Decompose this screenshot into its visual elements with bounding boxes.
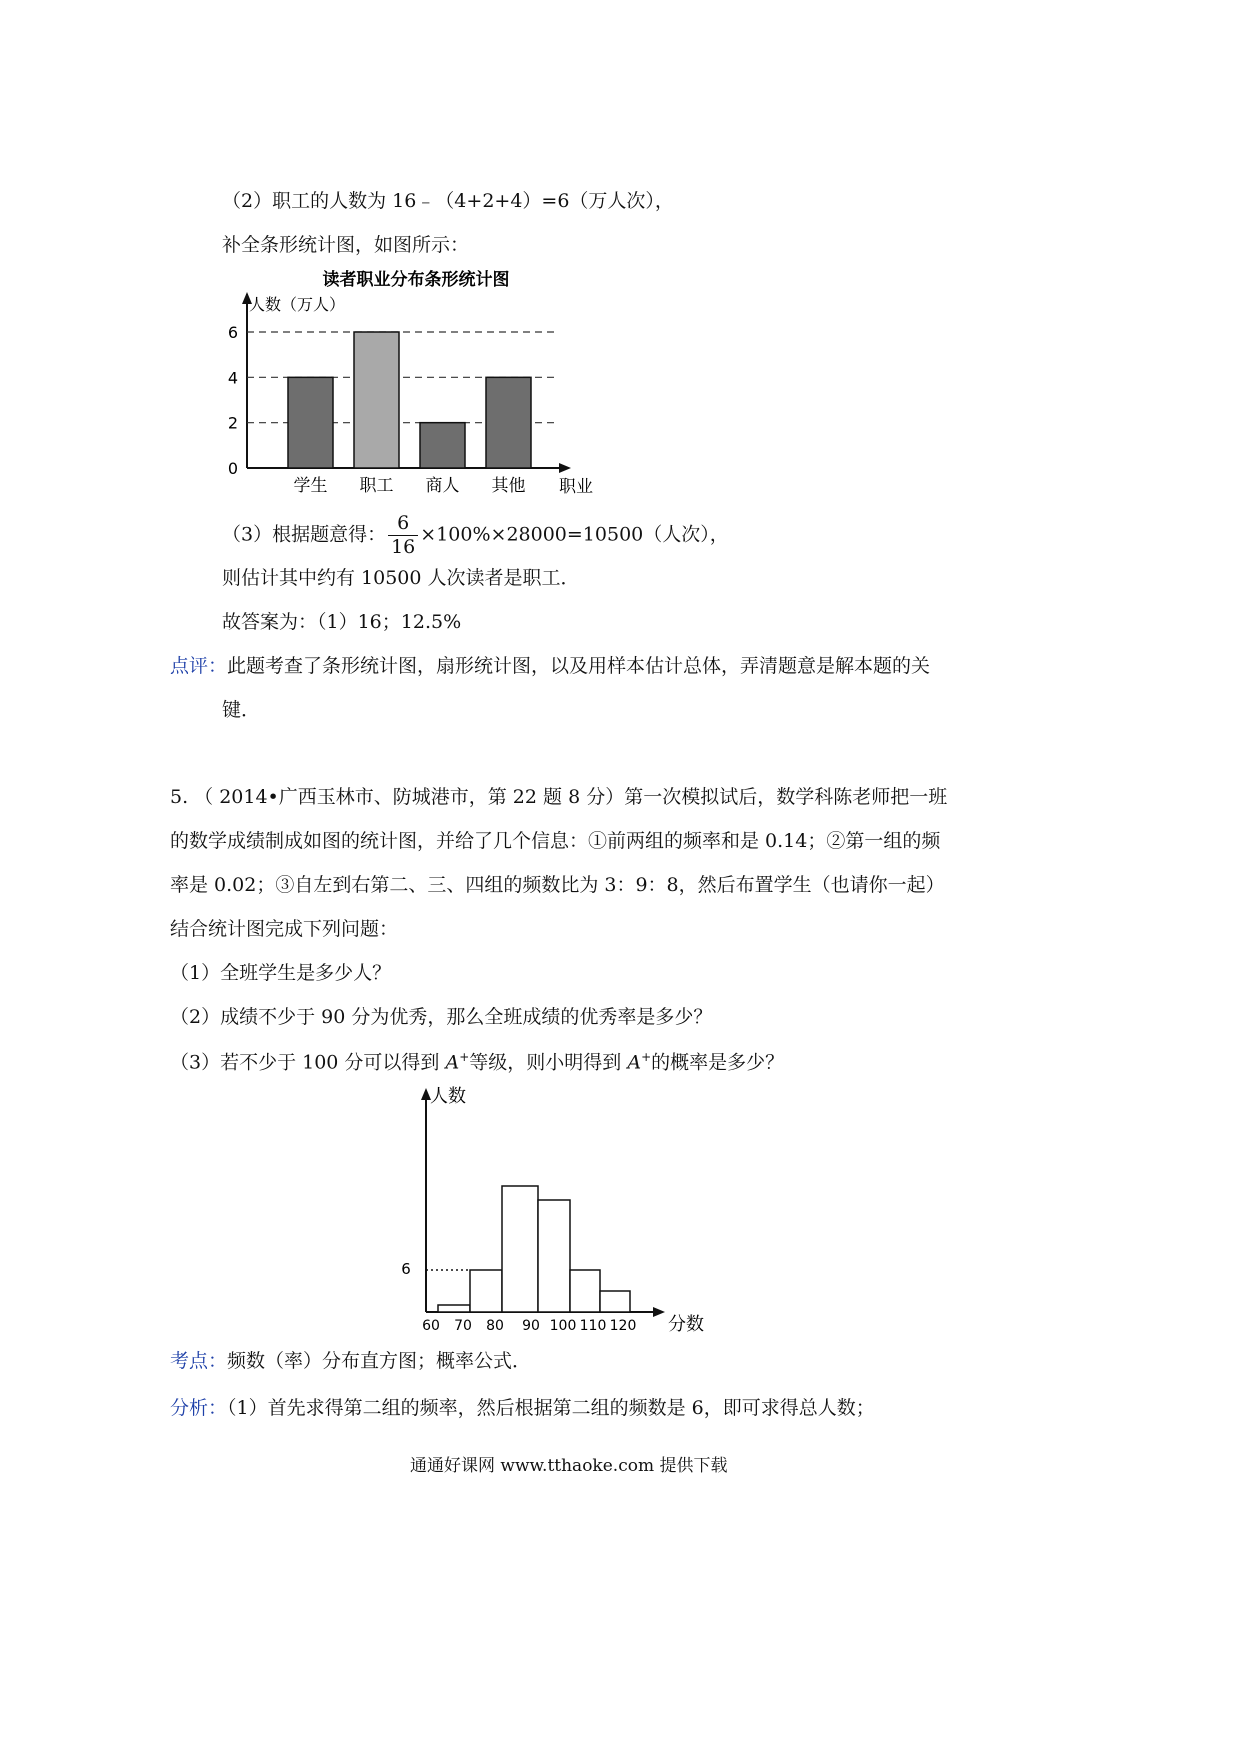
chart2-bar-110-120 — [600, 1291, 630, 1312]
chart1-category-1: 学生 — [293, 476, 328, 496]
chart1-ytick-2: 2 — [227, 413, 239, 433]
chart1-x-arrow — [559, 463, 571, 473]
chart1-category-3: 商人 — [425, 476, 460, 496]
chart2-xtick-90: 90 — [522, 1318, 540, 1334]
analysis-text: （1）首先求得第二组的频率，然后根据第二组的频数是 6，即可求得总人数； — [227, 1397, 875, 1419]
chart2-bar-90-100 — [538, 1200, 570, 1312]
chart2-xtick-120: 120 — [609, 1318, 637, 1334]
chart1-bar-2 — [354, 332, 399, 468]
question-5-line-4: 结合统计图完成下列问题： — [170, 918, 399, 940]
comment-text: 此题考查了条形统计图，扇形统计图，以及用样本估计总体，弄清题意是解本题的关 — [227, 655, 931, 677]
chart1-category-2: 职工 — [359, 476, 394, 496]
grade-plus: + — [459, 1050, 470, 1064]
chart2-bar-100-110 — [570, 1270, 600, 1312]
solution-line-3 — [222, 514, 729, 557]
chart2-bar-80-90 — [502, 1186, 538, 1312]
kp-text: 频数（率）分布直方图；概率公式． — [227, 1350, 532, 1372]
question-5-part-2: （2）成绩不少于 90 分为优秀，那么全班成绩的优秀率是多少？ — [170, 1006, 713, 1028]
chart2-xtick-110: 110 — [579, 1318, 607, 1334]
grade-plus-2: + — [641, 1050, 652, 1064]
chart2-bar-60-70 — [438, 1305, 470, 1312]
occupation-bar-chart — [215, 262, 615, 498]
chart1-xlabel: 职业 — [559, 477, 593, 497]
chart1-bar-1 — [288, 377, 333, 468]
answer-line: 故答案为：（1）16；12.5% — [222, 611, 462, 633]
analysis-label: 分析： — [170, 1397, 228, 1419]
question-5-line-3: 率是 0.02；③自左到右第二、三、四组的频数比为 3：9：8，然后布置学生（也请你一起） — [170, 874, 945, 896]
sol3-suffix: ×100%×28000=10500（人次）， — [420, 523, 729, 546]
part3-text-a: （3）若不少于 100 分可以得到 — [170, 1051, 446, 1074]
comment-continuation: 键． — [222, 699, 261, 721]
part3-text-c: 的概率是多少？ — [651, 1051, 785, 1074]
knowledge-point-line — [170, 1350, 531, 1373]
analysis-line — [170, 1397, 875, 1420]
solution-estimate: 则估计其中约有 10500 人次读者是职工． — [222, 567, 580, 589]
question-5-line-1: 5. （ 2014•广西玉林市、防城港市，第 22 题 8 分）第一次模拟试后，数学科陈老师把一班 — [170, 786, 948, 808]
solution-line-fill-chart: 补全条形统计图，如图所示： — [222, 234, 470, 256]
part3-text-b: 等级，则小明得到 — [469, 1051, 628, 1074]
chart1-ytick-4: 4 — [227, 368, 239, 388]
grade-A-2: A — [627, 1051, 642, 1074]
chart2-xtick-60: 60 — [422, 1318, 440, 1334]
chart1-ylabel: 人数（万人） — [249, 295, 346, 314]
fraction — [388, 514, 418, 557]
question-5-line-2: 的数学成绩制成如图的统计图，并给了几个信息：①前两组的频率和是 0.14；②第一组的频 — [170, 830, 941, 852]
solution-line-2: （2）职工的人数为 16﹣（4+2+4）=6（万人次）， — [222, 190, 674, 212]
question-5-part-1: （1）全班学生是多少人？ — [170, 962, 392, 984]
grade-A: A — [445, 1051, 460, 1074]
sol3-prefix: （3）根据题意得： — [222, 523, 387, 546]
chart2-xtick-100: 100 — [549, 1318, 577, 1334]
chart2-xlabel: 分数 — [668, 1314, 704, 1335]
chart2-x-arrow — [653, 1307, 665, 1317]
chart1-ytick-6: 6 — [227, 323, 239, 342]
chart2-ylabel: 人数 — [430, 1086, 466, 1107]
chart2-ytick-6: 6 — [401, 1260, 411, 1278]
chart1-ytick-0: 0 — [227, 459, 239, 478]
chart1-bar-4 — [486, 377, 531, 468]
chart2-xtick-70: 70 — [454, 1318, 472, 1334]
chart1-title: 读者职业分布条形统计图 — [322, 270, 510, 290]
fraction-denominator: 16 — [391, 536, 416, 558]
page-footer: 通通好课网 www.tthaoke.com 提供下载 — [410, 1456, 728, 1476]
chart1-bar-3 — [420, 423, 465, 468]
chart2-xtick-80: 80 — [486, 1318, 504, 1334]
chart2-bar-70-80 — [470, 1270, 502, 1312]
chart1-category-4: 其他 — [491, 476, 526, 496]
comment-line — [170, 655, 930, 678]
fraction-numerator: 6 — [388, 514, 418, 536]
score-histogram — [390, 1080, 720, 1340]
question-5-part-3 — [170, 1050, 784, 1074]
kp-label: 考点： — [170, 1350, 228, 1372]
comment-label: 点评： — [170, 655, 228, 677]
